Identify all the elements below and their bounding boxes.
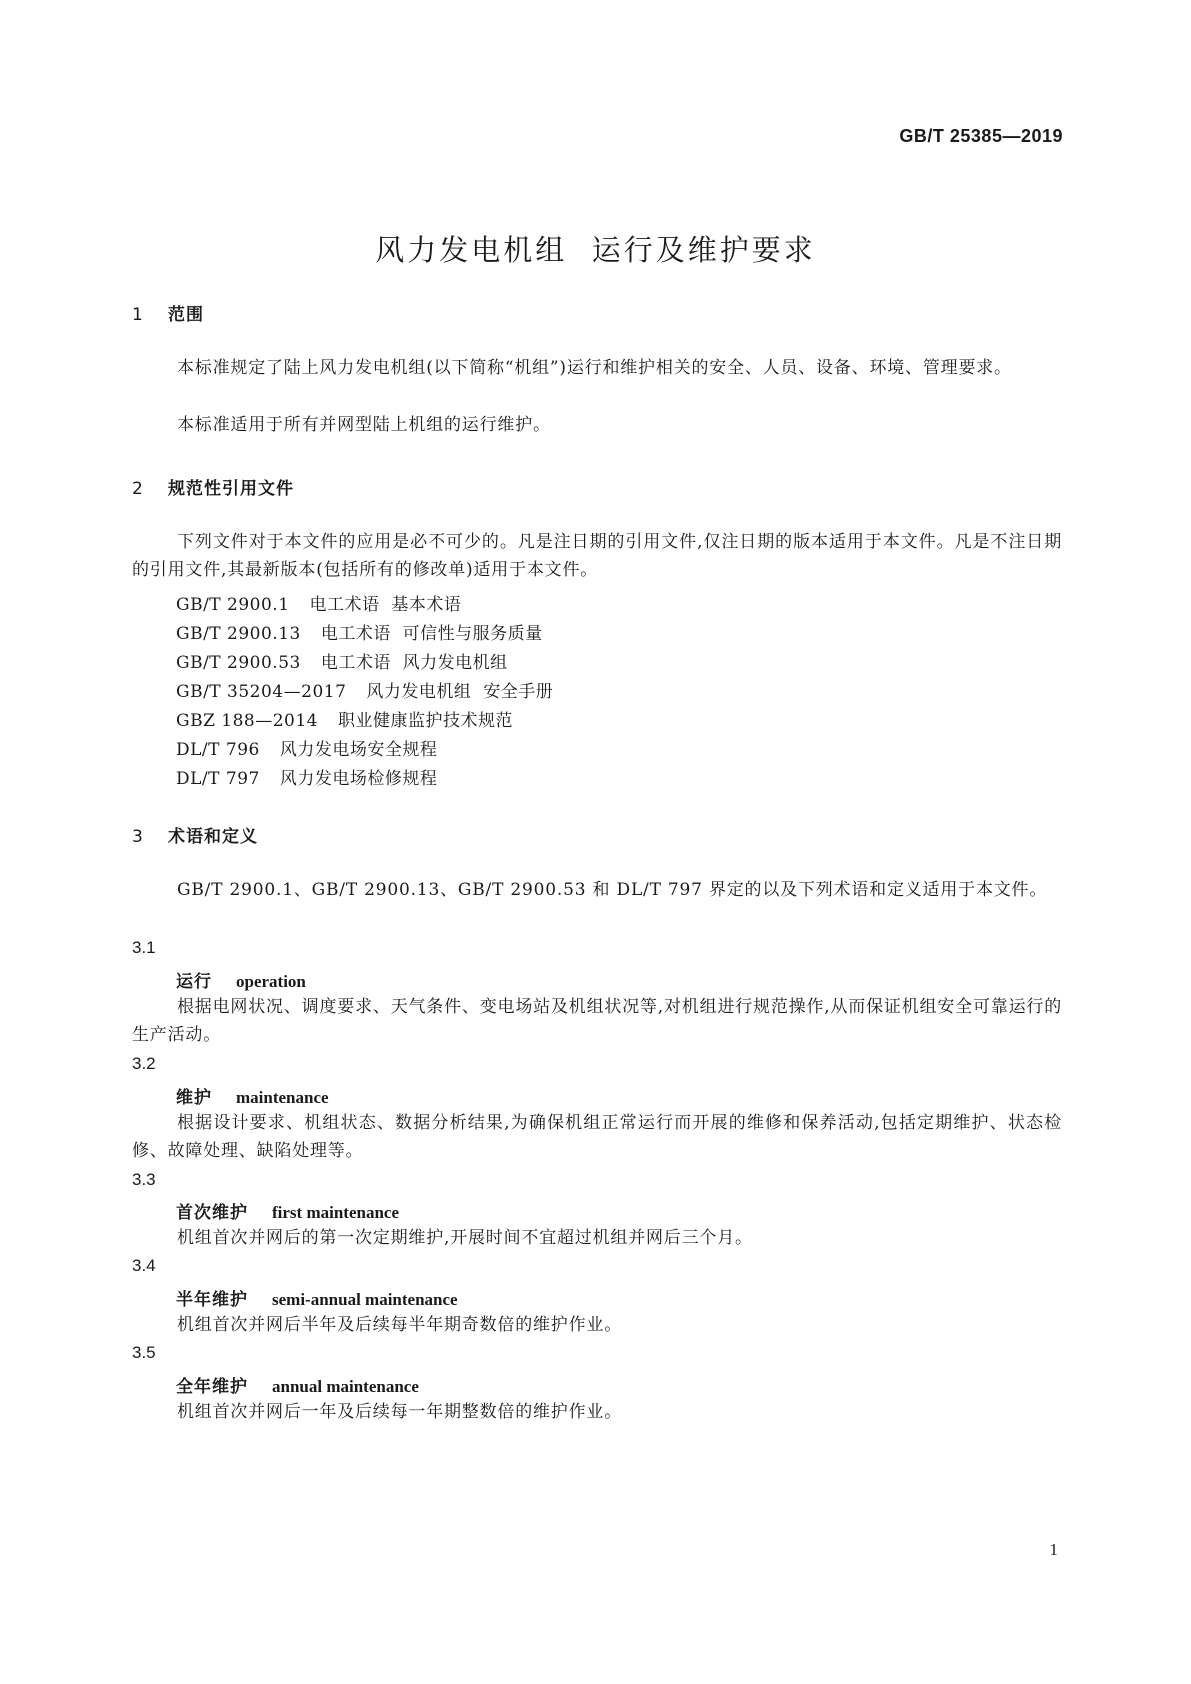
reference-item (176, 735, 437, 760)
term-english: semi-annual maintenance (272, 1290, 458, 1309)
reference-code: DL/T 796 (176, 740, 260, 760)
reference-code: GB/T 2900.53 (176, 653, 301, 673)
term-number: 3.5 (132, 1343, 156, 1362)
reference-title: 职业健康监护技术规范 (338, 711, 513, 731)
reference-item (176, 648, 508, 673)
term-heading (176, 967, 306, 992)
term-chinese: 维护 (176, 1088, 212, 1108)
reference-title: 风力发电场安全规程 (279, 740, 438, 760)
standard-code: GB/T 25385—2019 (899, 126, 1063, 146)
reference-item (176, 619, 543, 644)
paragraph: 本标准规定了陆上风力发电机组(以下简称“机组”)运行和维护相关的安全、人员、设备、环境、管理要求。 (177, 358, 1012, 378)
reference-title: 风力发电场检修规程 (279, 769, 438, 789)
paragraph: 本标准适用于所有并网型陆上机组的运行维护。 (177, 415, 551, 435)
term-heading (176, 1083, 329, 1108)
term-definition: 机组首次并网后的第一次定期维护,开展时间不宜超过机组并网后三个月。 (177, 1228, 753, 1248)
paragraph: GB/T 2900.1、GB/T 2900.13、GB/T 2900.53 和 DL/T 797 界定的以及下列术语和定义适用于本文件。 (177, 880, 1048, 900)
section-title: 范围 (168, 305, 204, 325)
term-number: 3.2 (132, 1054, 156, 1073)
reference-code: GB/T 2900.1 (176, 595, 290, 615)
section-heading (132, 474, 294, 499)
term-number: 3.3 (132, 1170, 156, 1189)
reference-title: 风力发电机组 安全手册 (366, 682, 554, 702)
reference-item (176, 677, 553, 702)
term-chinese: 半年维护 (176, 1290, 248, 1310)
reference-code: GB/T 35204—2017 (176, 682, 347, 702)
reference-title: 电工术语 可信性与服务质量 (320, 624, 543, 644)
reference-code: GB/T 2900.13 (176, 624, 301, 644)
term-chinese: 全年维护 (176, 1377, 248, 1397)
term-definition: 机组首次并网后一年及后续每一年期整数倍的维护作业。 (177, 1402, 622, 1422)
section-heading (132, 822, 258, 847)
term-heading (176, 1198, 399, 1223)
term-chinese: 运行 (176, 972, 212, 992)
reference-item (176, 706, 513, 731)
term-chinese: 首次维护 (176, 1203, 248, 1223)
reference-item (176, 590, 461, 615)
term-english: maintenance (236, 1088, 329, 1107)
reference-title: 电工术语 风力发电机组 (320, 653, 508, 673)
term-english: first maintenance (272, 1203, 400, 1222)
section-number: 3 (132, 827, 143, 847)
term-english: operation (236, 972, 306, 991)
section-number: 1 (132, 305, 143, 325)
term-heading (176, 1372, 419, 1397)
term-english: annual maintenance (272, 1377, 419, 1396)
section-title: 规范性引用文件 (168, 479, 294, 499)
paragraph: 下列文件对于本文件的应用是必不可少的。凡是注日期的引用文件,仅注日期的版本适用于本文件。凡是不注日期的引用文件,其最新版本(包括所有的修改单)适用于本文件。 (132, 532, 1062, 580)
term-definition: 根据设计要求、机组状态、数据分析结果,为确保机组正常运行而开展的维修和保养活动,包括定期维护、状态检修、故障处理、缺陷处理等。 (132, 1113, 1062, 1161)
term-heading (176, 1285, 458, 1310)
reference-item (176, 764, 437, 789)
term-number: 3.4 (132, 1256, 156, 1275)
term-definition: 根据电网状况、调度要求、天气条件、变电场站及机组状况等,对机组进行规范操作,从而保证机组安全可靠运行的生产活动。 (132, 997, 1062, 1045)
section-title: 术语和定义 (168, 827, 258, 847)
document-title: 风力发电机组 运行及维护要求 (375, 233, 816, 267)
page-number: 1 (1049, 1540, 1058, 1559)
reference-title: 电工术语 基本术语 (309, 595, 462, 615)
section-number: 2 (132, 479, 143, 499)
section-heading (132, 300, 204, 325)
term-definition: 机组首次并网后半年及后续每半年期奇数倍的维护作业。 (177, 1315, 622, 1335)
reference-code: DL/T 797 (176, 769, 260, 789)
term-number: 3.1 (132, 938, 156, 957)
reference-code: GBZ 188—2014 (176, 711, 318, 731)
